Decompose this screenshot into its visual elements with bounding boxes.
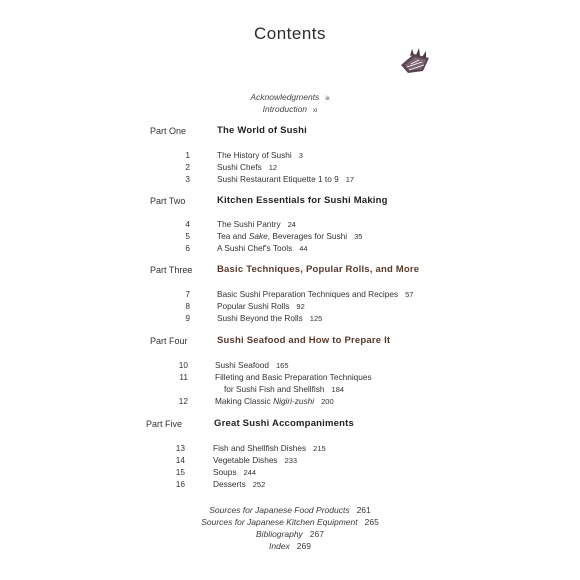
chapter-title: Sushi Beyond the Rolls xyxy=(217,313,303,323)
chapter-number: 15 xyxy=(175,467,185,477)
part-label: Part One xyxy=(150,126,187,136)
toc-entry-title: Sources for Japanese Kitchen Equipment xyxy=(201,517,358,527)
chapter-page: 3 xyxy=(298,151,303,160)
toc-part-heading[interactable] xyxy=(0,125,580,139)
chapter-title: A Sushi Chef's Tools xyxy=(217,243,293,253)
toc-part-heading[interactable] xyxy=(0,195,580,209)
toc-chapter-row[interactable] xyxy=(0,243,580,255)
chapter-number: 1 xyxy=(185,150,190,160)
chapter-number: 10 xyxy=(178,360,188,370)
chapter-title: Soups xyxy=(213,467,237,477)
part-label: Part Two xyxy=(150,196,186,206)
toc-entry-page: 269 xyxy=(296,541,311,551)
part-title: Basic Techniques, Popular Rolls, and More xyxy=(217,264,420,275)
chapter-page: 233 xyxy=(284,456,298,465)
toc-entry-page: 267 xyxy=(309,529,324,539)
toc-chapter-row[interactable] xyxy=(0,372,580,384)
toc-chapter-row-continued[interactable] xyxy=(0,384,580,396)
chapter-number: 16 xyxy=(175,479,185,489)
chapter-title-line2: for Sushi Fish and Shellfish xyxy=(224,384,325,394)
toc-entry-title: Sources for Japanese Food Products xyxy=(209,505,350,515)
chapter-number: 5 xyxy=(185,231,190,241)
chapter-title-part: Making Classic xyxy=(215,396,274,406)
toc-part-heading[interactable] xyxy=(0,264,580,278)
chapter-title: Desserts xyxy=(213,479,246,489)
chapter-page: 12 xyxy=(268,163,278,172)
chapter-title: Sushi Seafood xyxy=(215,360,269,370)
chapter-title-emphasis: Sake xyxy=(248,231,268,241)
part-title: The World of Sushi xyxy=(217,125,307,136)
part-title: Kitchen Essentials for Sushi Making xyxy=(217,195,388,206)
chapter-number: 6 xyxy=(185,243,190,253)
toc-back-entry[interactable] xyxy=(0,517,580,527)
chapter-title: Sushi Restaurant Etiquette 1 to 9 xyxy=(217,174,339,184)
page-title: Contents xyxy=(253,24,327,43)
toc-chapter-row[interactable] xyxy=(0,289,580,301)
part-title: Great Sushi Accompaniments xyxy=(214,418,354,429)
chapter-title: Fish and Shellfish Dishes xyxy=(213,443,307,453)
toc-chapter-row[interactable] xyxy=(0,313,580,325)
toc-entry-page: ix xyxy=(325,96,330,102)
toc-chapter-row[interactable] xyxy=(0,174,580,186)
chapter-page: 92 xyxy=(296,302,305,311)
chapter-title-part: Tea and xyxy=(217,231,249,241)
toc-chapter-row[interactable] xyxy=(0,455,580,467)
chapter-page: 200 xyxy=(321,397,334,406)
chapter-title: Filleting and Basic Preparation Techniques xyxy=(215,372,372,382)
chapter-number: 7 xyxy=(185,289,190,299)
toc-front-entry[interactable] xyxy=(0,104,580,114)
chapter-title: The Sushi Pantry xyxy=(217,219,281,229)
chapter-number: 2 xyxy=(185,162,190,172)
chapter-page: 215 xyxy=(313,444,326,453)
chapter-title-emphasis: Nigiri-zushi xyxy=(273,396,315,406)
chapter-page: 184 xyxy=(331,385,345,394)
toc-entry-page: 261 xyxy=(356,505,371,515)
toc-back-entry[interactable] xyxy=(0,505,580,515)
chapter-title-part: , Beverages for Sushi xyxy=(267,231,348,241)
toc-entry-title: Index xyxy=(269,541,290,551)
toc-front-entry[interactable] xyxy=(0,92,580,102)
chapter-number: 11 xyxy=(179,372,188,382)
part-label: Part Three xyxy=(150,265,193,275)
sushi-fan-ornament-icon xyxy=(398,46,434,76)
chapter-title: Basic Sushi Preparation Techniques and Recipes xyxy=(217,289,399,299)
toc-entry-title: Acknowledgments xyxy=(250,92,320,102)
toc-chapter-row[interactable] xyxy=(0,443,580,455)
chapter-number: 4 xyxy=(185,219,190,229)
chapter-number: 12 xyxy=(178,396,188,406)
part-label: Part Four xyxy=(150,336,188,346)
toc-entry-title: Introduction xyxy=(262,104,308,114)
chapter-page: 125 xyxy=(309,314,323,323)
toc-chapter-row[interactable] xyxy=(0,396,580,408)
part-title: Sushi Seafood and How to Prepare It xyxy=(217,335,391,346)
toc-back-entry[interactable] xyxy=(0,529,580,539)
chapter-page: 244 xyxy=(243,468,257,477)
toc-chapter-row[interactable] xyxy=(0,467,580,479)
chapter-number: 3 xyxy=(185,174,190,184)
chapter-number: 14 xyxy=(175,455,185,465)
chapter-page: 252 xyxy=(252,480,266,489)
toc-chapter-row[interactable] xyxy=(0,479,580,491)
chapter-page: 44 xyxy=(299,244,308,253)
chapter-title: The History of Sushi xyxy=(217,150,292,160)
chapter-page: 24 xyxy=(287,220,296,229)
chapter-page: 165 xyxy=(275,361,289,370)
chapter-title: Vegetable Dishes xyxy=(213,455,278,465)
chapter-page: 57 xyxy=(405,290,414,299)
toc-chapter-row[interactable] xyxy=(0,150,580,162)
chapter-number: 9 xyxy=(185,313,190,323)
chapter-number: 8 xyxy=(185,301,190,311)
chapter-page: 35 xyxy=(354,232,363,241)
chapter-title: Sushi Chefs xyxy=(217,162,262,172)
toc-chapter-row[interactable] xyxy=(0,162,580,174)
chapter-title: Popular Sushi Rolls xyxy=(217,301,290,311)
chapter-number: 13 xyxy=(175,443,185,453)
chapter-page: 17 xyxy=(345,175,355,184)
toc-back-entry[interactable] xyxy=(0,541,580,551)
toc-chapter-row[interactable] xyxy=(0,219,580,231)
toc-entry-page: xi xyxy=(313,108,318,114)
toc-chapter-row[interactable] xyxy=(0,360,580,372)
toc-part-heading[interactable] xyxy=(0,418,580,432)
toc-chapter-row[interactable] xyxy=(0,301,580,313)
toc-part-heading[interactable] xyxy=(0,335,580,349)
part-label: Part Five xyxy=(146,419,183,429)
toc-entry-title: Bibliography xyxy=(256,529,303,539)
toc-chapter-row[interactable] xyxy=(0,231,580,243)
toc-entry-page: 265 xyxy=(364,517,379,527)
